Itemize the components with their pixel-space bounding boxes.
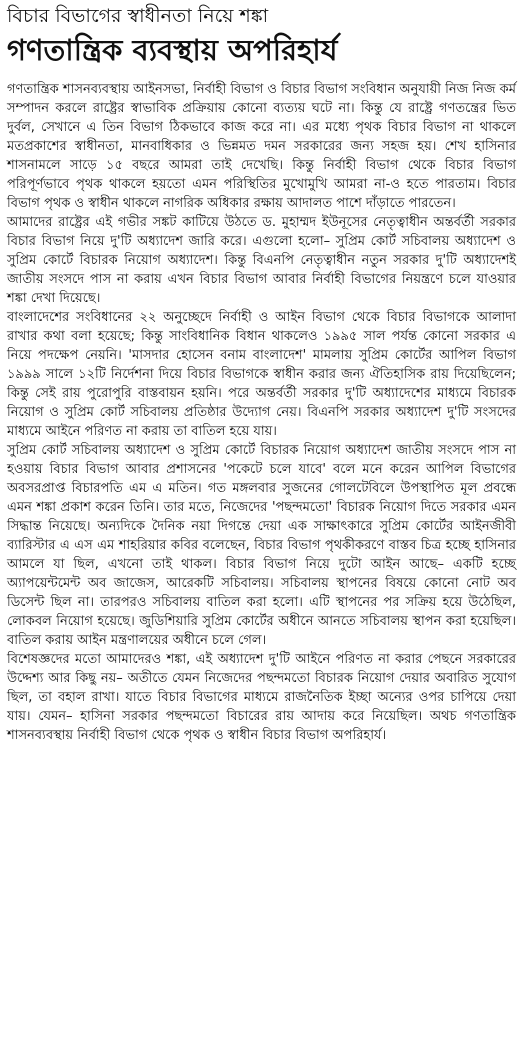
article-paragraph: বাংলাদেশের সংবিধানের ২২ অনুচ্ছেদে নির্বাহী ও আইন বিভাগ থেকে বিচার বিভাগকে আলাদা রাখার কথা বলা হয়েছে; কিন্তু সাংবিধানিক বিধান থাকলেও ১৯৯৫ সাল পর্যন্ত কোনো সরকার এ নিয়ে পদক্ষেপ নেয়নি। 'মাসদার হোসেন বনাম বাংলাদেশ' মামলায় সুপ্রিম কোর্টের আপিল বিভাগ ১৯৯৯ সালে ১২টি নির্দেশনা দিয়ে বিচার বিভাগকে স্বাধীন করার জন্য ঐতিহাসিক রায় দিয়েছিলেন; কিন্তু সেই রায় পুরোপুরি বাস্তবায়ন হয়নি। পরে অন্তর্বর্তী সরকার দু'টি অধ্যাদেশের মাধ্যমে বিচারক নিয়োগ ও সুপ্রিম কোর্ট সচিবালয় প্রতিষ্ঠার উদ্যোগ নেয়। বিএনপি সরকার অধ্যাদেশ দু'টি সংসদের মাধ্যমে আইনে পরিণত না করায় তা বাতিল হয়ে যায়।: [7, 310, 516, 439]
article-kicker: বিচার বিভাগের স্বাধীনতা নিয়ে শঙ্কা: [7, 5, 269, 27]
article-body: [7, 80, 516, 745]
article-paragraph: বিশেষজ্ঞদের মতো আমাদেরও শঙ্কা, এই অধ্যাদেশ দু'টি আইনে পরিণত না করার পেছনে সরকারের উদ্দেশ্য আর কিছু নয়– অতীতে যেমন নিজেদের পছন্দমতো বিচারক নিয়োগ দেয়ার অবারিত সুযোগ ছিল, তা বহাল রাখা। যাতে বিচার বিভাগের মাধ্যমে রাজনৈতিক ইচ্ছা অন্যের ওপর চাপিয়ে দেয়া যায়। যেমন– হাসিনা সরকার পছন্দমতো বিচারের রায় আদায় করে নিয়েছিল। অথচ গণতান্ত্রিক শাসনব্যবস্থায় নির্বাহী বিভাগ থেকে পৃথক ও স্বাধীন বিচার বিভাগ অপরিহার্য।: [7, 652, 516, 743]
article-paragraph: সুপ্রিম কোর্ট সচিবালয় অধ্যাদেশ ও সুপ্রিম কোর্টে বিচারক নিয়োগ অধ্যাদেশ জাতীয় সংসদে পাস না হওয়ায় বিচার বিভাগ আবার প্রশাসনের 'পকেটে চলে যাবে' বলে মনে করেন আপিল বিভাগের অবসরপ্রাপ্ত বিচারপতি এম এ মতিন। গত মঙ্গলবার সুজনের গোলটেবিলে উপস্থাপিত মূল প্রবন্ধে এমন শঙ্কা প্রকাশ করেন তিনি। তার মতে, নিজেদের 'পছন্দমতো' বিচারক নিয়োগ দিতে সরকার এমন সিদ্ধান্ত নিয়েছে। অন্যদিকে দৈনিক নয়া দিগন্তে দেয়া এক সাক্ষাৎকারে সুপ্রিম কোর্টের আইনজীবী ব্যারিস্টার এ এস এম শাহরিয়ার কবির বলেছেন, বিচার বিভাগ পৃথকীকরণে বাস্তব চিত্র হচ্ছে হাসিনার আমলে যা ছিল, এখনো তাই থাকল। বিচার বিভাগ নিয়ে দুটো আইন আছে– একটি হচ্ছে অ্যাপয়েন্টমেন্ট অব জাজেস, আরেকটি সচিবালয়। সচিবালয় স্থাপনের বিষয়ে কোনো নোট অব ডিসেন্ট ছিল না। তারপরও সচিবালয় বাতিল করা হলো। এটি স্থাপনের পর সক্রিয় হয়ে উঠেছিল, লোকবল নিয়োগ হয়েছে। জুডিশিয়ারি সুপ্রিম কোর্টের অধীনে আনতে সচিবালয় স্থাপন করা হয়েছিল। বাতিল করায় আইন মন্ত্রণালয়ের অধীনে চলে গেল।: [7, 443, 516, 648]
article-paragraph: আমাদের রাষ্ট্রের এই গভীর সঙ্কট কাটিয়ে উঠতে ড. মুহাম্মদ ইউনূসের নেতৃত্বাধীন অন্তর্বর্তী সরকার বিচার বিভাগ নিয়ে দু'টি অধ্যাদেশ জারি করে। এগুলো হলো– সুপ্রিম কোর্ট সচিবালয় অধ্যাদেশ ও সুপ্রিম কোর্টে বিচারক নিয়োগ অধ্যাদেশ। কিন্তু বিএনপি নেতৃত্বাধীন নতুন সরকার দু'টি অধ্যাদেশই জাতীয় সংসদে পাস না করায় এখন বিচার বিভাগ আবার নির্বাহী বিভাগের নিয়ন্ত্রণে চলে যাওয়ার শঙ্কা দেখা দিয়েছে।: [7, 215, 516, 306]
article-headline: গণতান্ত্রিক ব্যবস্থায় অপরিহার্য: [7, 33, 338, 67]
article-paragraph: গণতান্ত্রিক শাসনব্যবস্থায় আইনসভা, নির্বাহী বিভাগ ও বিচার বিভাগ সংবিধান অনুযায়ী নিজ নিজ কর্ম সম্পাদন করলে রাষ্ট্রের স্বাভাবিক প্রক্রিয়ায় কোনো ব্যত্যয় ঘটে না। কিন্তু যে রাষ্ট্রে গণতন্ত্রের ভিত দুর্বল, সেখানে এ তিন বিভাগ ঠিকভাবে কাজ করে না। এর মধ্যে পৃথক বিচার বিভাগ না থাকলে মতপ্রকাশের স্বাধীনতা, মানবাধিকার ও ভিন্নমত দমন সরকারের জন্য সহজ হয়। শেখ হাসিনার শাসনামলে সাড়ে ১৫ বছরে আমরা তাই দেখেছি। কিন্তু নির্বাহী বিভাগ থেকে বিচার বিভাগ পরিপূর্ণভাবে পৃথক থাকলে হয়তো এমন পরিস্থিতির মুখোমুখি আমরা না-ও হতে পারতাম। বিচার বিভাগ পৃথক ও স্বাধীন থাকলে নাগরিক অধিকার রক্ষায় আদালত পাশে দাঁড়াতে পারতেন।: [7, 82, 516, 211]
